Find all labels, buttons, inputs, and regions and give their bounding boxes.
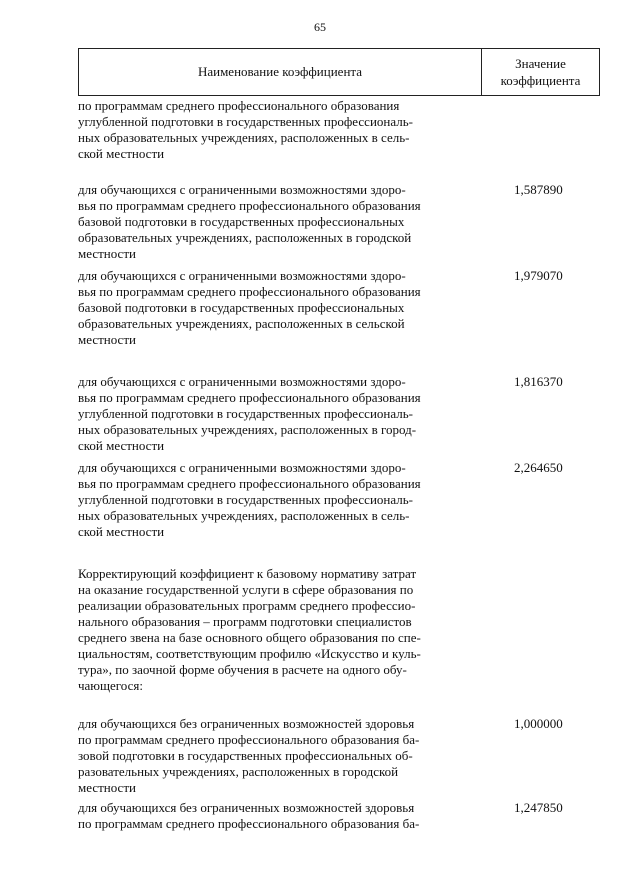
description-line: ской местности <box>78 438 165 453</box>
description-line: Корректирующий коэффициент к базовому нормативу затрат <box>78 566 417 581</box>
page-number: 65 <box>314 20 326 34</box>
description-line: вья по программам среднего профессионального образования <box>78 390 421 405</box>
description-line: вья по программам среднего профессионального образования <box>78 476 421 491</box>
description-line: по программам среднего профессионального образования ба- <box>78 732 420 747</box>
coefficient-value: 1,000000 <box>514 716 563 731</box>
description-line: для обучающихся с ограниченными возможностями здоро- <box>78 460 406 475</box>
description-line: тура», по заочной форме обучения в расчете на одного обу- <box>78 662 407 677</box>
description-line: для обучающихся с ограниченными возможностями здоро- <box>78 182 406 197</box>
description-line: чающегося: <box>78 678 143 693</box>
description-line: для обучающихся с ограниченными возможностями здоро- <box>78 268 406 283</box>
description-line: по программам среднего профессионального образования ба- <box>78 816 420 831</box>
table-header <box>78 48 600 96</box>
coefficient-value: 2,264650 <box>514 460 563 475</box>
coefficient-description <box>78 182 486 262</box>
description-line: нального образования – программ подготовки специалистов <box>78 614 412 629</box>
description-line: для обучающихся без ограниченных возможностей здоровья <box>78 800 415 815</box>
coefficient-description <box>78 800 486 832</box>
description-line: образовательных учреждениях, расположенных в сельской <box>78 316 405 331</box>
description-line: углубленной подготовки в государственных профессиональ- <box>78 492 413 507</box>
description-line: вья по программам среднего профессионального образования <box>78 198 421 213</box>
header-name-column: Наименование коэффициента <box>79 49 482 95</box>
description-line: ных образовательных учреждениях, расположенных в город- <box>78 422 417 437</box>
description-line: циальностям, соответствующим профилю «Искусство и куль- <box>78 646 421 661</box>
description-line: образовательных учреждениях, расположенных в городской <box>78 230 412 245</box>
description-line: разовательных учреждениях, расположенных в городской <box>78 764 399 779</box>
description-line: базовой подготовки в государственных профессиональных <box>78 300 405 315</box>
description-line: ных образовательных учреждениях, расположенных в сель- <box>78 508 410 523</box>
description-line: углубленной подготовки в государственных профессиональ- <box>78 114 413 129</box>
coefficient-description <box>78 98 486 162</box>
description-line: местности <box>78 246 136 261</box>
description-line: углубленной подготовки в государственных профессиональ- <box>78 406 413 421</box>
coefficient-value: 1,979070 <box>514 268 563 283</box>
description-line: вья по программам среднего профессионального образования <box>78 284 421 299</box>
description-line: среднего звена на базе основного общего образования по спе- <box>78 630 421 645</box>
coefficient-value: 1,587890 <box>514 182 563 197</box>
coefficient-value: 1,247850 <box>514 800 563 815</box>
description-line: для обучающихся без ограниченных возможностей здоровья <box>78 716 415 731</box>
header-value-column: Значение коэффициента <box>500 56 581 88</box>
coefficient-description <box>78 268 486 348</box>
description-line: реализации образовательных программ среднего профессио- <box>78 598 416 613</box>
coefficient-description <box>78 716 486 796</box>
description-line: ных образовательных учреждениях, расположенных в сель- <box>78 130 410 145</box>
description-line: местности <box>78 332 136 347</box>
description-line: местности <box>78 780 136 795</box>
description-line: для обучающихся с ограниченными возможностями здоро- <box>78 374 406 389</box>
coefficient-description <box>78 374 486 454</box>
description-line: зовой подготовки в государственных профессиональных об- <box>78 748 413 763</box>
description-line: ской местности <box>78 146 165 161</box>
description-line: по программам среднего профессионального образования <box>78 98 400 113</box>
description-line: базовой подготовки в государственных профессиональных <box>78 214 405 229</box>
coefficient-description <box>78 460 486 540</box>
coefficient-description <box>78 566 486 694</box>
description-line: ской местности <box>78 524 165 539</box>
coefficient-value: 1,816370 <box>514 374 563 389</box>
description-line: на оказание государственной услуги в сфере образования по <box>78 582 414 597</box>
